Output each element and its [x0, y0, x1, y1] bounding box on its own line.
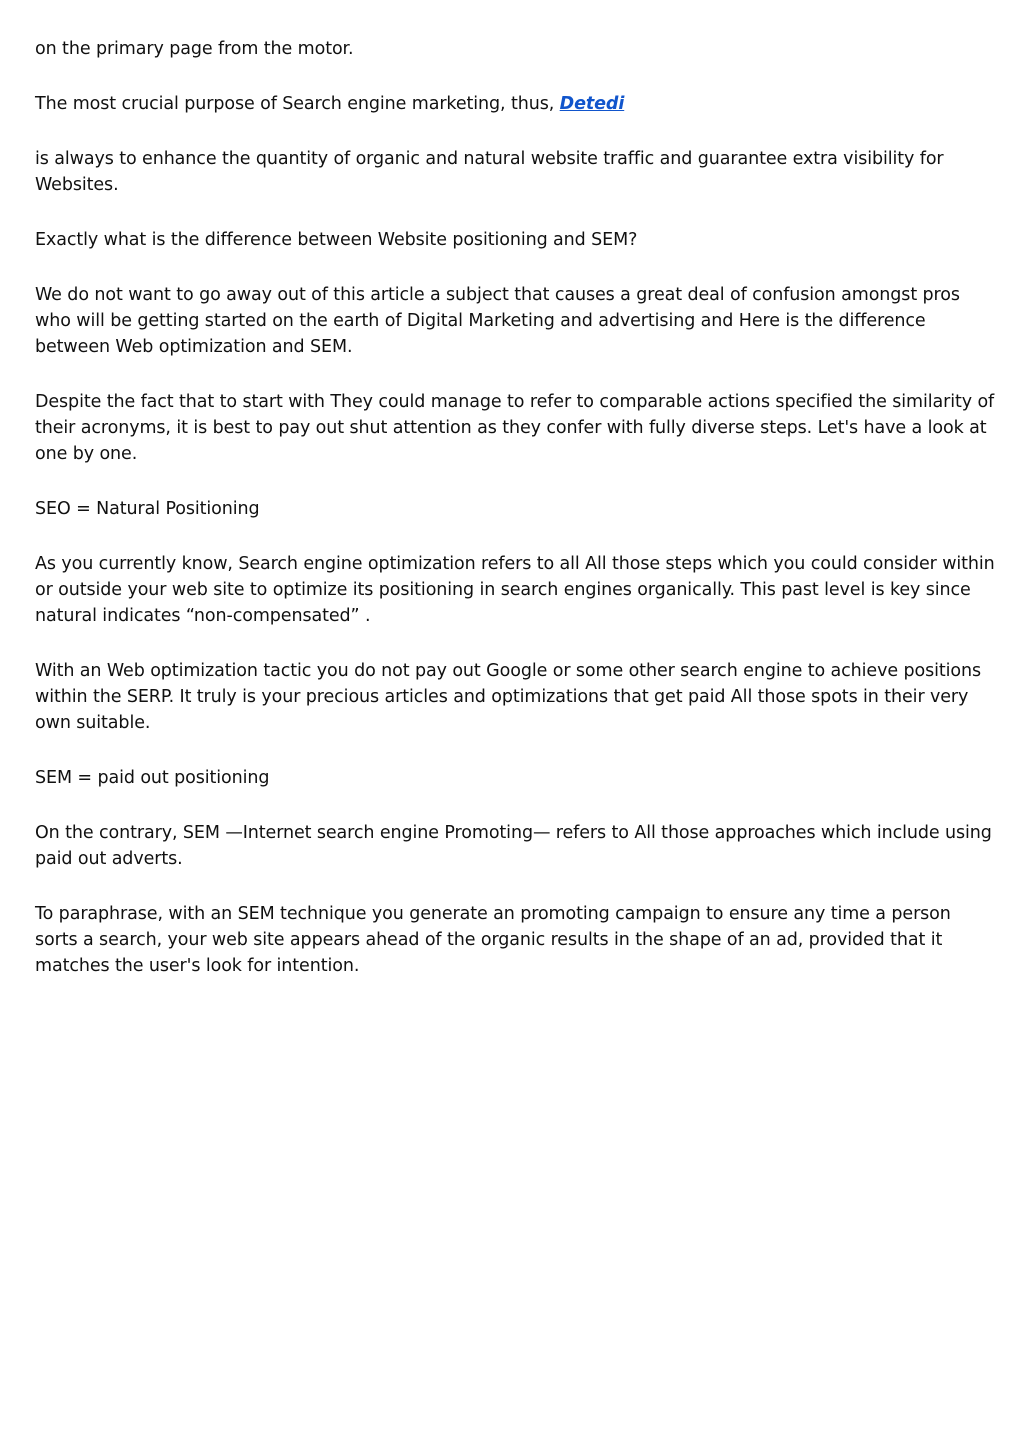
paragraph-sem-technique: To paraphrase, with an SEM technique you generate an promoting campaign to ensure any time a person sorts a search, your web site appears ahead of the organic results in the shape of an ad, provided that it matches the user's look for intention. [35, 904, 951, 976]
heading-sem: SEM = paid out positioning [35, 768, 270, 788]
paragraph-intro: on the primary page from the motor. [35, 39, 354, 59]
paragraph-seo-definition: As you currently know, Search engine optimization refers to all All those steps which you could consider within or outside your web site to optimize its positioning in search engines organically. This past level is key since natural indicates “non-compensated” . [35, 554, 995, 626]
paragraph-visibility: is always to enhance the quantity of organic and natural website traffic and guarantee extra visibility for Websites. [35, 149, 944, 195]
document-body [35, 36, 995, 1008]
paragraph-confusion: We do not want to go away out of this article a subject that causes a great deal of confusion amongst pros who will be getting started on the earth of Digital Marketing and advertising and Here is the difference between Web optimization and SEM. [35, 285, 960, 357]
paragraph-sem-definition: On the contrary, SEM —Internet search engine Promoting— refers to All those approaches which include using paid out adverts. [35, 823, 992, 869]
heading-seo: SEO = Natural Positioning [35, 499, 260, 519]
paragraph-acronyms: Despite the fact that to start with They could manage to refer to comparable actions specified the similarity of their acronyms, it is best to pay out shut attention as they confer with fully diverse steps. Let's have a look at one by one. [35, 392, 995, 464]
paragraph-seo-tactic: With an Web optimization tactic you do not pay out Google or some other search engine to achieve positions within the SERP. It truly is your precious articles and optimizations that get paid All those spots in their very own suitable. [35, 661, 982, 733]
paragraph-purpose-text: The most crucial purpose of Search engine marketing, thus, [35, 94, 560, 114]
paragraph-purpose [35, 91, 995, 117]
paragraph-question: Exactly what is the difference between Website positioning and SEM? [35, 230, 638, 250]
detedi-link[interactable]: Detedi [559, 94, 625, 114]
